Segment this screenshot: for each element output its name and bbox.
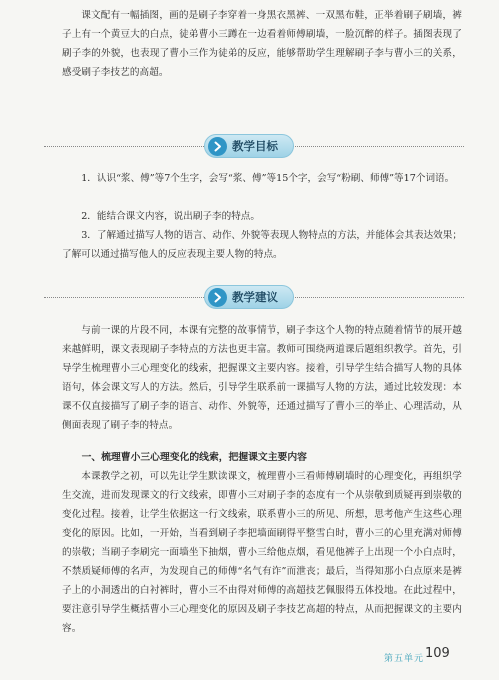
- suggestions-body-paragraph: 本课教学之初，可以先让学生默读课文，梳理曹小三看师傅刷墙时的心理变化，再组织学生交流，进而发现课文的行文线索，即曹小三对刷子李的态度有一个从崇敬到质疑再到崇敬的变化过程。接着，让学生依据这一行文线索，联系曹小三的所见、所想，思考他产生这些心理变化的原因。比如，一开始，当看到刷子李把墙面刷得平整雪白时，曹小三的心里充满对师傅的崇敬；当刷子李刷完一面墙坐下抽烟，曹小三给他点烟，看见他裤子上出现一个小白点时，不禁质疑师傅的名声，为发现自己的师傅“名气有诈”而泄丧；最后，当得知那小白点原来是裤子上的小洞透出的白衬裤时，曹小三不由得对师傅的高超技艺佩服得五体投地。在此过程中，要注意引导学生概括曹小三心理变化的原因及刷子李技艺高超的特点，从而把握课文的主要内容。: [62, 471, 462, 634]
- chevron-right-icon: [208, 288, 227, 307]
- intro-paragraph: 课文配有一幅插图，画的是刷子李穿着一身黑衣黑裤、一双黑布鞋，正举着刷子刷墙，裤子上有一个黄豆大的白点，徒弟曹小三蹲在一边看着师傅刷墙，一脸沉醉的样子。插图表现了刷子李的外貌，也表现了曹小三作为徒弟的反应，能够帮助学生理解刷子李与曹小三的关系，感受刷子李技艺的高超。: [62, 10, 462, 78]
- section-title-goals: [204, 134, 294, 158]
- section-title-goals-label: 教学目标: [232, 139, 278, 153]
- footer-unit-label: 第五单元: [384, 654, 425, 664]
- suggestions-heading-1: 一、梳理曹小三心理变化的线索，把握课文主要内容: [81, 452, 307, 463]
- goal-item-3: 3．了解通过描写人物的语言、动作、外貌等表现人物特点的方法，并能体会其表达效果；了解可以通过描写他人的反应表现主要人物的特点。: [62, 230, 462, 260]
- section-title-suggestions: [204, 285, 294, 309]
- suggestions-intro-paragraph: 与前一课的片段不同，本课有完整的故事情节，刷子李这个人物的特点随着情节的展开越来越鲜明，课文表现刷子李特点的方法也更丰富。教师可围绕两道课后题组织教学。首先，引导学生梳理曹小三心理变化的线索，把握课文主要内容。接着，引导学生结合描写人物的具体语句，体会课文写人的方法。然后，引导学生联系前一课描写人物的方法，通过比较发现：本课不仅直接描写了刷子李的语言、动作、外貌等，还通过描写了曹小三的举止、心理活动，从侧面表现了刷子李的特点。: [62, 325, 462, 431]
- goal-item-2: 2．能结合课文内容，说出刷子李的特点。: [81, 211, 260, 222]
- page-number: 109: [425, 646, 450, 661]
- goal-item-1: 1．认识“浆、傅”等7个生字，会写“浆、傅”等15个字，会写“粉刷、师傅”等17个词语。: [81, 173, 455, 184]
- chevron-right-icon: [208, 137, 227, 156]
- section-title-suggestions-label: 教学建议: [232, 290, 278, 304]
